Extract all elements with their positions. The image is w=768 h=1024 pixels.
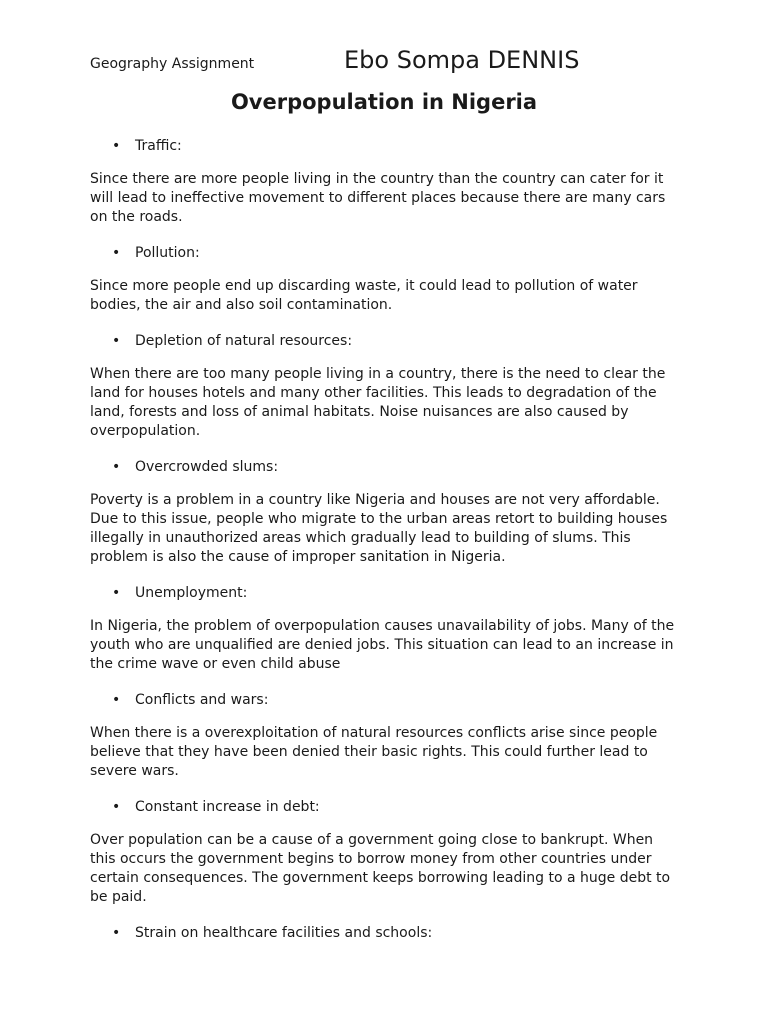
section-paragraph: Poverty is a problem in a country like Nigeria and houses are not very affordable. Due to this issue, people who migrate to the urban areas retort to building houses illegally in unauthorized areas which gradually lead to building of slums. This problem is also the cause of improper sanitation in Nigeria.: [90, 492, 668, 565]
bullet-heading: [90, 923, 690, 943]
bullet-heading-label: Overcrowded slums:: [135, 459, 279, 475]
bullet-dot-icon: •: [112, 333, 121, 349]
bullet-dot-icon: •: [112, 585, 121, 601]
bullet-dot-icon: •: [112, 692, 121, 708]
bullet-dot-icon: •: [112, 799, 121, 815]
bullet-dot-icon: •: [112, 459, 121, 475]
bullet-heading: [90, 583, 690, 603]
bullet-dot-icon: •: [112, 925, 121, 941]
section-paragraph: Over population can be a cause of a government going close to bankrupt. When this occurs the government begins to borrow money from other countries under certain consequences. The government keeps borrowing leading to a huge debt to be paid.: [90, 832, 671, 905]
author-name: Ebo Sompa DENNIS: [344, 46, 580, 74]
bullet-heading-label: Conflicts and wars:: [135, 692, 269, 708]
document-header: [90, 44, 690, 80]
section-paragraph: Since more people end up discarding waste, it could lead to pollution of water bodies, the air and also soil contamination.: [90, 278, 638, 313]
bullet-heading: [90, 243, 690, 263]
bullet-heading-label: Pollution:: [135, 245, 200, 261]
bullet-heading-label: Constant increase in debt:: [135, 799, 320, 815]
section-paragraph: When there is a overexploitation of natural resources conflicts arise since people believe that they have been denied their basic rights. This could further lead to severe wars.: [90, 725, 658, 779]
document-title: Overpopulation in Nigeria: [230, 90, 538, 114]
bullet-heading-label: Traffic:: [135, 138, 182, 154]
section-paragraph: When there are too many people living in a country, there is the need to clear the land for houses hotels and many other facilities. This leads to degradation of the land, forests and loss of animal habitats. Noise nuisances are also caused by overpopulation.: [90, 366, 666, 439]
document-page: [90, 44, 690, 943]
bullet-heading-label: Unemployment:: [135, 585, 248, 601]
bullet-heading: [90, 797, 690, 817]
bullet-dot-icon: •: [112, 245, 121, 261]
bullet-heading-label: Depletion of natural resources:: [135, 333, 353, 349]
assignment-label: Geography Assignment: [90, 56, 255, 72]
bullet-heading: [90, 457, 690, 477]
bullet-heading-label: Strain on healthcare facilities and schools:: [135, 925, 433, 941]
bullet-heading: [90, 690, 690, 710]
bullet-dot-icon: •: [112, 138, 121, 154]
section-paragraph: Since there are more people living in the country than the country can cater for it will lead to ineffective movement to different places because there are many cars on the roads.: [90, 171, 666, 225]
document-body: [90, 136, 690, 943]
bullet-heading: [90, 331, 690, 351]
bullet-heading: [90, 136, 690, 156]
section-paragraph: In Nigeria, the problem of overpopulation causes unavailability of jobs. Many of the youth who are unqualified are denied jobs. This situation can lead to an increase in the crime wave or even child abuse: [90, 618, 675, 672]
